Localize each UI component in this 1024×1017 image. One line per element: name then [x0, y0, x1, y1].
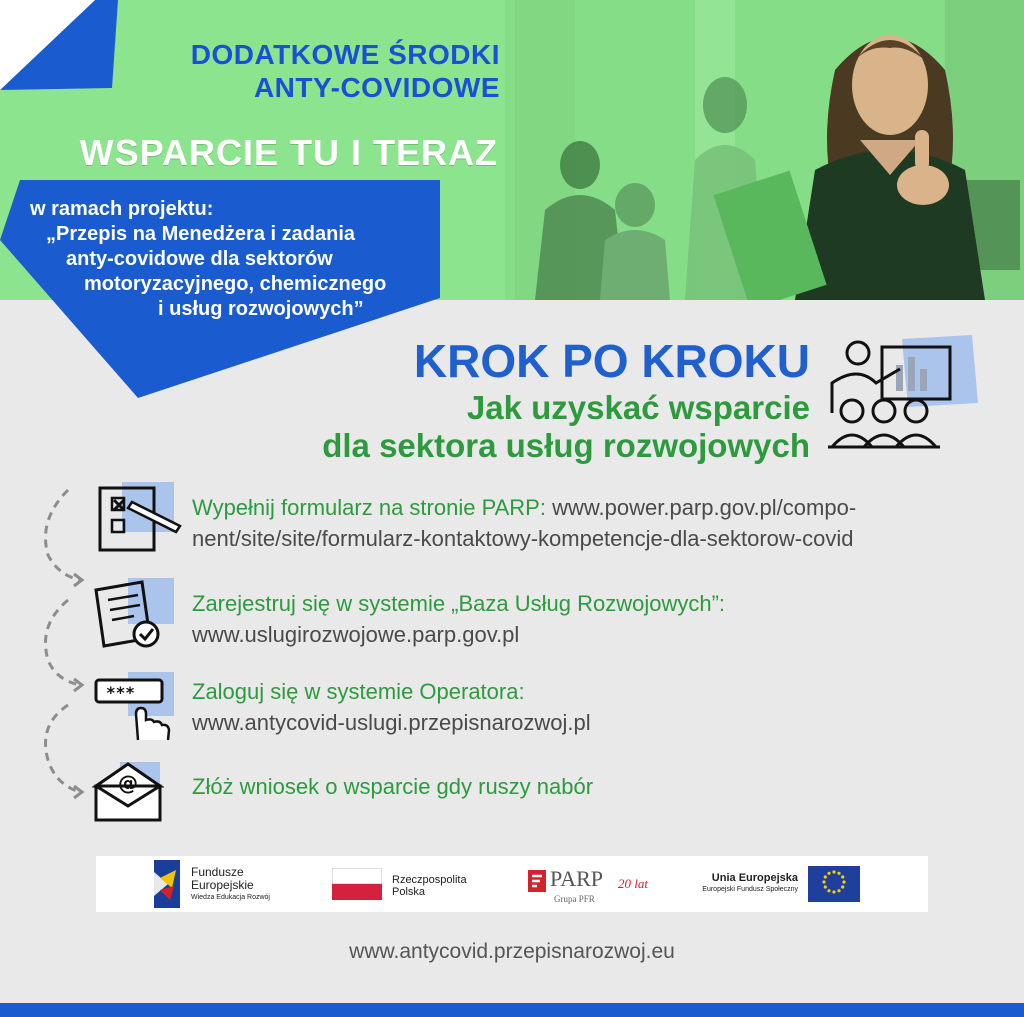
step-connector-arrows — [38, 480, 98, 810]
document-check-icon — [92, 576, 178, 652]
extra-funds-heading — [150, 38, 500, 104]
section-subtitle — [150, 389, 810, 465]
step-3 — [192, 676, 591, 738]
hero-photo — [505, 0, 1024, 300]
fundusze-text — [191, 866, 270, 903]
parp-logo-mark — [528, 870, 546, 892]
rp-text — [392, 874, 467, 898]
step-2 — [192, 588, 725, 650]
step-4 — [192, 771, 593, 802]
project-line-2: „Przepis na Menedżera i zadania — [46, 223, 355, 245]
step-2-link[interactable]: www.uslugirozwojowe.parp.gov.pl — [192, 622, 520, 647]
fundusze-europejskie-logo — [154, 860, 184, 908]
svg-text:***: *** — [106, 683, 135, 702]
email-envelope-icon — [92, 760, 164, 824]
step-1-lead: Wypełnij formularz na stronie PARP: — [192, 495, 546, 520]
step-4-lead: Złóż wniosek o wsparcie gdy ruszy nabór — [192, 774, 594, 799]
rp-line1: Rzeczpospolita — [392, 874, 467, 886]
ue-title: Unia Europejska — [711, 872, 798, 884]
ue-text — [686, 872, 798, 893]
step-3-link[interactable]: www.antycovid-uslugi.przepisnarozwoj.pl — [192, 710, 591, 735]
rp-line2: Polska — [392, 886, 426, 898]
section-subtitle-line1: Jak uzyskać wsparcie — [466, 389, 810, 426]
logos-strip — [96, 856, 928, 912]
password-login-icon — [92, 670, 178, 742]
step-1 — [192, 492, 856, 554]
eu-flag — [808, 866, 860, 902]
ue-subtitle: Europejski Fundusz Społeczny — [702, 886, 798, 893]
project-line-5: i usług rozwojowych” — [158, 298, 364, 320]
corner-triangle — [0, 0, 130, 90]
project-line-3: anty-covidowe dla sektorów — [66, 248, 333, 270]
support-headline: WSPARCIE TU I TERAZ — [79, 132, 498, 173]
section-subtitle-line2: dla sektora usług rozwojowych — [322, 427, 810, 464]
footer-url[interactable]: www.antycovid.przepisnarozwoj.eu — [349, 940, 675, 963]
project-line-1: w ramach projektu: — [30, 198, 214, 220]
project-line-4: motoryzacyjnego, chemicznego — [84, 273, 387, 295]
trainer-presentation-icon — [822, 333, 982, 453]
polish-flag — [332, 868, 382, 900]
step-3-lead: Zaloguj się w systemie Operatora: — [192, 679, 525, 704]
fe-title-line2: Europejskie — [191, 878, 254, 892]
extra-funds-line2: ANTY-COVIDOWE — [253, 72, 500, 103]
step-2-lead: Zarejestruj się w systemie „Baza Usług Rozwojowych”: — [192, 591, 726, 616]
project-description — [30, 197, 386, 322]
bottom-bar — [0, 1003, 1024, 1017]
parp-subtitle: Grupa PFR — [554, 894, 595, 904]
parp-text: PARP — [550, 866, 604, 891]
step-1-link-part2[interactable]: nent/site/site/formularz-kontaktowy-kompetencje-dla-sektorow-covid — [192, 526, 854, 551]
fe-title-line1: Fundusze — [191, 865, 244, 879]
step-1-link-part1[interactable]: www.power.parp.gov.pl/compo- — [545, 495, 857, 520]
svg-text:@: @ — [118, 771, 138, 795]
form-checklist-icon — [96, 480, 186, 552]
extra-funds-line1: DODATKOWE ŚRODKI — [190, 39, 500, 70]
parp-20-lat: 20 lat — [618, 876, 648, 891]
fe-subtitle: Wiedza Edukacja Rozwój — [191, 894, 270, 901]
section-title: KROK PO KROKU — [413, 335, 810, 387]
